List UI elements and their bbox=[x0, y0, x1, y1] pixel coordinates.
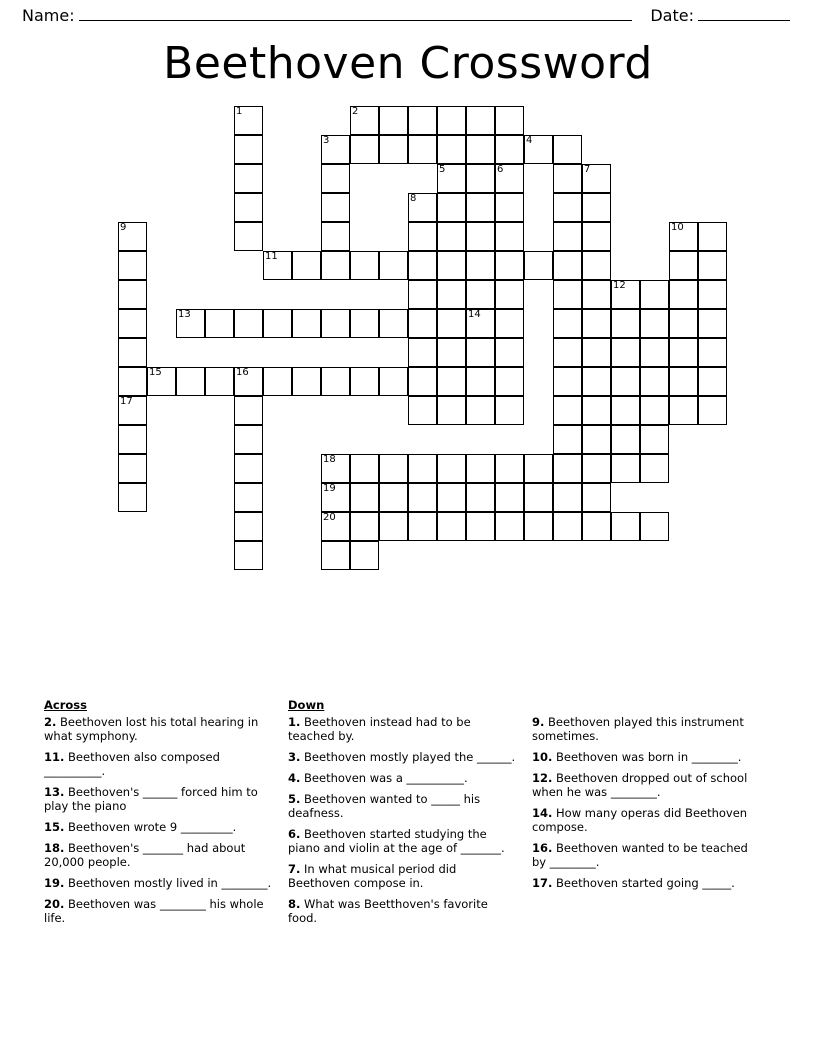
clue-number: 15. bbox=[44, 820, 65, 834]
crossword-cell[interactable] bbox=[640, 309, 669, 338]
crossword-cell[interactable] bbox=[466, 280, 495, 309]
down-clues-column-1 bbox=[288, 698, 516, 932]
clue-number: 1. bbox=[288, 715, 301, 729]
crossword-cell[interactable] bbox=[263, 251, 292, 280]
crossword-cell[interactable] bbox=[379, 512, 408, 541]
crossword-cell[interactable] bbox=[408, 454, 437, 483]
crossword-cell[interactable] bbox=[553, 222, 582, 251]
crossword-cell[interactable] bbox=[118, 309, 147, 338]
crossword-cell[interactable] bbox=[582, 483, 611, 512]
name-label: Name: bbox=[22, 6, 75, 25]
cell-number: 18 bbox=[323, 454, 336, 465]
cell-number: 5 bbox=[439, 164, 446, 175]
crossword-cell[interactable] bbox=[495, 135, 524, 164]
clue-item bbox=[44, 820, 272, 834]
clue-text: Beethoven instead had to be teached by. bbox=[288, 715, 471, 743]
across-clue-list bbox=[44, 715, 272, 925]
crossword-cell[interactable] bbox=[350, 106, 379, 135]
crossword-cell[interactable] bbox=[176, 367, 205, 396]
clue-text: Beethoven was born in ________. bbox=[552, 750, 742, 764]
cell-number: 13 bbox=[178, 309, 191, 320]
crossword-cell[interactable] bbox=[640, 338, 669, 367]
crossword-cell[interactable] bbox=[292, 309, 321, 338]
crossword-cell[interactable] bbox=[408, 193, 437, 222]
crossword-cell[interactable] bbox=[321, 135, 350, 164]
crossword-cell[interactable] bbox=[582, 193, 611, 222]
clue-text: Beethoven was a __________. bbox=[300, 771, 468, 785]
crossword-cell[interactable] bbox=[582, 367, 611, 396]
crossword-cell[interactable] bbox=[350, 135, 379, 164]
crossword-cell[interactable] bbox=[408, 106, 437, 135]
clue-text: Beethoven wrote 9 _________. bbox=[64, 820, 237, 834]
crossword-cell[interactable] bbox=[321, 454, 350, 483]
crossword-cell[interactable] bbox=[495, 280, 524, 309]
crossword-cell[interactable] bbox=[234, 309, 263, 338]
crossword-cell[interactable] bbox=[640, 425, 669, 454]
crossword-cell[interactable] bbox=[698, 309, 727, 338]
clue-item bbox=[532, 715, 762, 743]
clue-item bbox=[44, 785, 272, 813]
clue-number: 7. bbox=[288, 862, 301, 876]
crossword-cell[interactable] bbox=[350, 367, 379, 396]
cell-number: 17 bbox=[120, 396, 133, 407]
crossword-cell[interactable] bbox=[698, 222, 727, 251]
crossword-cell[interactable] bbox=[437, 367, 466, 396]
crossword-cell[interactable] bbox=[553, 135, 582, 164]
cell-number: 15 bbox=[149, 367, 162, 378]
crossword-cell[interactable] bbox=[524, 454, 553, 483]
clue-text: Beethoven wanted to be teached by ________. bbox=[532, 841, 748, 869]
clue-number: 13. bbox=[44, 785, 65, 799]
crossword-cell[interactable] bbox=[524, 251, 553, 280]
clue-number: 20. bbox=[44, 897, 65, 911]
crossword-cell[interactable] bbox=[495, 193, 524, 222]
clue-item bbox=[532, 841, 762, 869]
crossword-cell[interactable] bbox=[669, 338, 698, 367]
clue-text: Beethoven's _______ had about 20,000 people. bbox=[44, 841, 246, 869]
crossword-cell[interactable] bbox=[495, 338, 524, 367]
crossword-cell[interactable] bbox=[408, 251, 437, 280]
crossword-cell[interactable] bbox=[495, 164, 524, 193]
clue-number: 9. bbox=[532, 715, 545, 729]
crossword-cell[interactable] bbox=[553, 425, 582, 454]
crossword-cell[interactable] bbox=[437, 193, 466, 222]
clue-item bbox=[44, 841, 272, 869]
down-clue-list-1 bbox=[288, 715, 516, 925]
crossword-cell[interactable] bbox=[553, 483, 582, 512]
crossword-cell[interactable] bbox=[437, 222, 466, 251]
crossword-cell[interactable] bbox=[466, 164, 495, 193]
cell-number: 4 bbox=[526, 135, 533, 146]
crossword-cell[interactable] bbox=[669, 280, 698, 309]
date-label: Date: bbox=[650, 6, 694, 25]
crossword-cell[interactable] bbox=[611, 396, 640, 425]
cell-number: 2 bbox=[352, 106, 359, 117]
crossword-cell[interactable] bbox=[466, 309, 495, 338]
crossword-cell[interactable] bbox=[118, 454, 147, 483]
clue-number: 17. bbox=[532, 876, 553, 890]
crossword-cell[interactable] bbox=[640, 454, 669, 483]
crossword-cell[interactable] bbox=[582, 338, 611, 367]
crossword-cell[interactable] bbox=[640, 512, 669, 541]
crossword-cell[interactable] bbox=[118, 338, 147, 367]
crossword-cell[interactable] bbox=[379, 251, 408, 280]
crossword-cell[interactable] bbox=[698, 396, 727, 425]
crossword-cell[interactable] bbox=[118, 251, 147, 280]
crossword-cell[interactable] bbox=[437, 106, 466, 135]
crossword-cell[interactable] bbox=[118, 367, 147, 396]
crossword-cell[interactable] bbox=[611, 454, 640, 483]
clue-item bbox=[44, 897, 272, 925]
cell-number: 19 bbox=[323, 483, 336, 494]
crossword-cell[interactable] bbox=[582, 164, 611, 193]
crossword-cell[interactable] bbox=[495, 309, 524, 338]
crossword-cell[interactable] bbox=[669, 367, 698, 396]
crossword-cell[interactable] bbox=[495, 454, 524, 483]
page-title: Beethoven Crossword bbox=[163, 38, 653, 89]
clue-item bbox=[288, 827, 516, 855]
cell-number: 8 bbox=[410, 193, 417, 204]
crossword-cell[interactable] bbox=[437, 251, 466, 280]
clue-item bbox=[44, 750, 272, 778]
cell-number: 1 bbox=[236, 106, 243, 117]
crossword-cell[interactable] bbox=[321, 541, 350, 570]
clue-text: Beethoven lost his total hearing in what symphony. bbox=[44, 715, 259, 743]
crossword-cell[interactable] bbox=[234, 222, 263, 251]
crossword-cell[interactable] bbox=[640, 280, 669, 309]
crossword-cell[interactable] bbox=[495, 251, 524, 280]
crossword-cell[interactable] bbox=[321, 193, 350, 222]
clue-item bbox=[532, 876, 762, 890]
crossword-cell[interactable] bbox=[292, 367, 321, 396]
crossword-cell[interactable] bbox=[118, 483, 147, 512]
cell-number: 11 bbox=[265, 251, 278, 262]
clue-text: In what musical period did Beethoven compose in. bbox=[288, 862, 457, 890]
crossword-cell[interactable] bbox=[466, 367, 495, 396]
clue-number: 11. bbox=[44, 750, 65, 764]
crossword-cell[interactable] bbox=[495, 222, 524, 251]
crossword-cell[interactable] bbox=[669, 251, 698, 280]
crossword-cell[interactable] bbox=[350, 483, 379, 512]
crossword-cell[interactable] bbox=[321, 222, 350, 251]
crossword-cell[interactable] bbox=[321, 512, 350, 541]
crossword-cell[interactable] bbox=[611, 512, 640, 541]
crossword-cell[interactable] bbox=[611, 338, 640, 367]
crossword-cell[interactable] bbox=[524, 483, 553, 512]
crossword-cell[interactable] bbox=[408, 483, 437, 512]
crossword-cell[interactable] bbox=[582, 454, 611, 483]
crossword-cell[interactable] bbox=[234, 135, 263, 164]
crossword-cell[interactable] bbox=[263, 367, 292, 396]
crossword-cell[interactable] bbox=[321, 483, 350, 512]
crossword-cell[interactable] bbox=[466, 512, 495, 541]
crossword-cell[interactable] bbox=[582, 396, 611, 425]
crossword-cell[interactable] bbox=[321, 251, 350, 280]
crossword-cell[interactable] bbox=[176, 309, 205, 338]
crossword-cell[interactable] bbox=[553, 309, 582, 338]
crossword-cell[interactable] bbox=[553, 396, 582, 425]
crossword-cell[interactable] bbox=[466, 106, 495, 135]
clue-text: Beethoven mostly played the ______. bbox=[300, 750, 516, 764]
cell-number: 14 bbox=[468, 309, 481, 320]
clues-section bbox=[44, 698, 772, 958]
crossword-cell[interactable] bbox=[582, 222, 611, 251]
crossword-cell[interactable] bbox=[234, 106, 263, 135]
crossword-cell[interactable] bbox=[234, 541, 263, 570]
crossword-cell[interactable] bbox=[495, 367, 524, 396]
crossword-cell[interactable] bbox=[437, 338, 466, 367]
crossword-grid-container bbox=[0, 104, 816, 694]
name-date-header bbox=[22, 6, 794, 25]
crossword-cell[interactable] bbox=[553, 280, 582, 309]
crossword-cell[interactable] bbox=[408, 367, 437, 396]
crossword-cell[interactable] bbox=[118, 396, 147, 425]
cell-number: 7 bbox=[584, 164, 591, 175]
crossword-cell[interactable] bbox=[495, 512, 524, 541]
cell-number: 9 bbox=[120, 222, 127, 233]
crossword-cell[interactable] bbox=[437, 396, 466, 425]
crossword-cell[interactable] bbox=[408, 512, 437, 541]
crossword-cell[interactable] bbox=[379, 106, 408, 135]
crossword-cell[interactable] bbox=[553, 454, 582, 483]
crossword-cell[interactable] bbox=[321, 309, 350, 338]
clue-item bbox=[532, 771, 762, 799]
crossword-cell[interactable] bbox=[611, 309, 640, 338]
crossword-cell[interactable] bbox=[698, 367, 727, 396]
crossword-cell[interactable] bbox=[698, 251, 727, 280]
clue-number: 8. bbox=[288, 897, 301, 911]
down-clues-column-2 bbox=[532, 698, 762, 897]
crossword-cell[interactable] bbox=[437, 309, 466, 338]
cell-number: 12 bbox=[613, 280, 626, 291]
crossword-cell[interactable] bbox=[669, 309, 698, 338]
crossword-cell[interactable] bbox=[553, 193, 582, 222]
crossword-cell[interactable] bbox=[553, 164, 582, 193]
crossword-cell[interactable] bbox=[698, 338, 727, 367]
crossword-cell[interactable] bbox=[234, 483, 263, 512]
cell-number: 20 bbox=[323, 512, 336, 523]
across-clues-column bbox=[44, 698, 272, 932]
crossword-cell[interactable] bbox=[118, 222, 147, 251]
crossword-cell[interactable] bbox=[582, 309, 611, 338]
crossword-cell[interactable] bbox=[234, 193, 263, 222]
crossword-cell[interactable] bbox=[147, 367, 176, 396]
crossword-cell[interactable] bbox=[234, 454, 263, 483]
crossword-cell[interactable] bbox=[466, 396, 495, 425]
clue-item bbox=[44, 876, 272, 890]
crossword-cell[interactable] bbox=[669, 396, 698, 425]
clue-item bbox=[288, 771, 516, 785]
clue-number: 12. bbox=[532, 771, 553, 785]
crossword-cell[interactable] bbox=[321, 164, 350, 193]
clue-item bbox=[288, 792, 516, 820]
crossword-cell[interactable] bbox=[437, 280, 466, 309]
crossword-cell[interactable] bbox=[408, 222, 437, 251]
clue-number: 6. bbox=[288, 827, 301, 841]
crossword-cell[interactable] bbox=[437, 135, 466, 164]
crossword-cell[interactable] bbox=[524, 512, 553, 541]
crossword-cell[interactable] bbox=[611, 425, 640, 454]
clue-number: 14. bbox=[532, 806, 553, 820]
crossword-cell[interactable] bbox=[582, 512, 611, 541]
down-heading: Down bbox=[288, 698, 325, 712]
clue-number: 16. bbox=[532, 841, 553, 855]
clue-text: Beethoven's ______ forced him to play the piano bbox=[44, 785, 258, 813]
clue-item bbox=[288, 750, 516, 764]
crossword-cell[interactable] bbox=[350, 251, 379, 280]
crossword-cell[interactable] bbox=[379, 309, 408, 338]
clue-text: Beethoven mostly lived in ________. bbox=[64, 876, 272, 890]
crossword-cell[interactable] bbox=[495, 396, 524, 425]
crossword-cell[interactable] bbox=[118, 425, 147, 454]
cell-number: 16 bbox=[236, 367, 249, 378]
crossword-cell[interactable] bbox=[437, 483, 466, 512]
crossword-cell[interactable] bbox=[292, 251, 321, 280]
clue-text: What was Beetthoven's favorite food. bbox=[288, 897, 488, 925]
crossword-cell[interactable] bbox=[466, 251, 495, 280]
crossword-cell[interactable] bbox=[553, 251, 582, 280]
clue-item bbox=[532, 750, 762, 764]
crossword-cell[interactable] bbox=[408, 280, 437, 309]
crossword-cell[interactable] bbox=[466, 222, 495, 251]
crossword-cell[interactable] bbox=[263, 309, 292, 338]
crossword-cell[interactable] bbox=[553, 367, 582, 396]
crossword-cell[interactable] bbox=[350, 512, 379, 541]
crossword-cell[interactable] bbox=[379, 483, 408, 512]
crossword-cell[interactable] bbox=[234, 367, 263, 396]
crossword-cell[interactable] bbox=[408, 396, 437, 425]
clue-item bbox=[288, 715, 516, 743]
clue-text: Beethoven played this instrument sometimes. bbox=[532, 715, 744, 743]
crossword-cell[interactable] bbox=[350, 541, 379, 570]
crossword-cell[interactable] bbox=[466, 454, 495, 483]
crossword-cell[interactable] bbox=[205, 309, 234, 338]
crossword-cell[interactable] bbox=[234, 164, 263, 193]
crossword-cell[interactable] bbox=[582, 425, 611, 454]
clue-number: 2. bbox=[44, 715, 57, 729]
crossword-cell[interactable] bbox=[698, 280, 727, 309]
across-heading: Across bbox=[44, 698, 87, 712]
date-write-line[interactable] bbox=[698, 19, 790, 21]
crossword-cell[interactable] bbox=[379, 454, 408, 483]
cell-number: 3 bbox=[323, 135, 330, 146]
crossword-cell[interactable] bbox=[118, 280, 147, 309]
crossword-cell[interactable] bbox=[611, 280, 640, 309]
crossword-cell[interactable] bbox=[466, 483, 495, 512]
crossword-cell[interactable] bbox=[495, 483, 524, 512]
crossword-cell[interactable] bbox=[437, 164, 466, 193]
crossword-cell[interactable] bbox=[234, 396, 263, 425]
clue-text: Beethoven dropped out of school when he was ________. bbox=[532, 771, 748, 799]
crossword-cell[interactable] bbox=[466, 193, 495, 222]
clue-text: Beethoven also composed __________. bbox=[44, 750, 220, 778]
crossword-cell[interactable] bbox=[437, 512, 466, 541]
crossword-cell[interactable] bbox=[466, 135, 495, 164]
crossword-cell[interactable] bbox=[640, 367, 669, 396]
crossword-cell[interactable] bbox=[582, 251, 611, 280]
down-clue-list-2 bbox=[532, 715, 762, 890]
clue-item bbox=[44, 715, 272, 743]
crossword-cell[interactable] bbox=[524, 135, 553, 164]
crossword-cell[interactable] bbox=[437, 454, 466, 483]
clue-number: 4. bbox=[288, 771, 301, 785]
crossword-cell[interactable] bbox=[350, 454, 379, 483]
crossword-cell[interactable] bbox=[669, 222, 698, 251]
crossword-cell[interactable] bbox=[466, 338, 495, 367]
crossword-cell[interactable] bbox=[321, 367, 350, 396]
crossword-cell[interactable] bbox=[495, 106, 524, 135]
crossword-cell[interactable] bbox=[408, 309, 437, 338]
clue-number: 3. bbox=[288, 750, 301, 764]
crossword-cell[interactable] bbox=[234, 512, 263, 541]
clue-item bbox=[288, 862, 516, 890]
crossword-cell[interactable] bbox=[640, 396, 669, 425]
crossword-cell[interactable] bbox=[350, 309, 379, 338]
clue-number: 10. bbox=[532, 750, 553, 764]
clue-item bbox=[288, 897, 516, 925]
crossword-cell[interactable] bbox=[553, 338, 582, 367]
clue-item bbox=[532, 806, 762, 834]
name-write-line[interactable] bbox=[79, 19, 633, 21]
crossword-cell[interactable] bbox=[205, 367, 234, 396]
crossword-cell[interactable] bbox=[234, 425, 263, 454]
clue-text: Beethoven wanted to _____ his deafness. bbox=[288, 792, 481, 820]
clue-number: 5. bbox=[288, 792, 301, 806]
crossword-cell[interactable] bbox=[611, 367, 640, 396]
crossword-cell[interactable] bbox=[553, 512, 582, 541]
cell-number: 10 bbox=[671, 222, 684, 233]
cell-number: 6 bbox=[497, 164, 504, 175]
crossword-cell[interactable] bbox=[379, 135, 408, 164]
clue-number: 19. bbox=[44, 876, 65, 890]
clue-number: 18. bbox=[44, 841, 65, 855]
clue-text: Beethoven started studying the piano and violin at the age of _______. bbox=[288, 827, 505, 855]
crossword-cell[interactable] bbox=[408, 338, 437, 367]
clue-text: How many operas did Beethoven compose. bbox=[532, 806, 748, 834]
crossword-cell[interactable] bbox=[408, 135, 437, 164]
crossword-cell[interactable] bbox=[582, 280, 611, 309]
clue-text: Beethoven was ________ his whole life. bbox=[44, 897, 264, 925]
crossword-cell[interactable] bbox=[379, 367, 408, 396]
clue-text: Beethoven started going _____. bbox=[552, 876, 735, 890]
